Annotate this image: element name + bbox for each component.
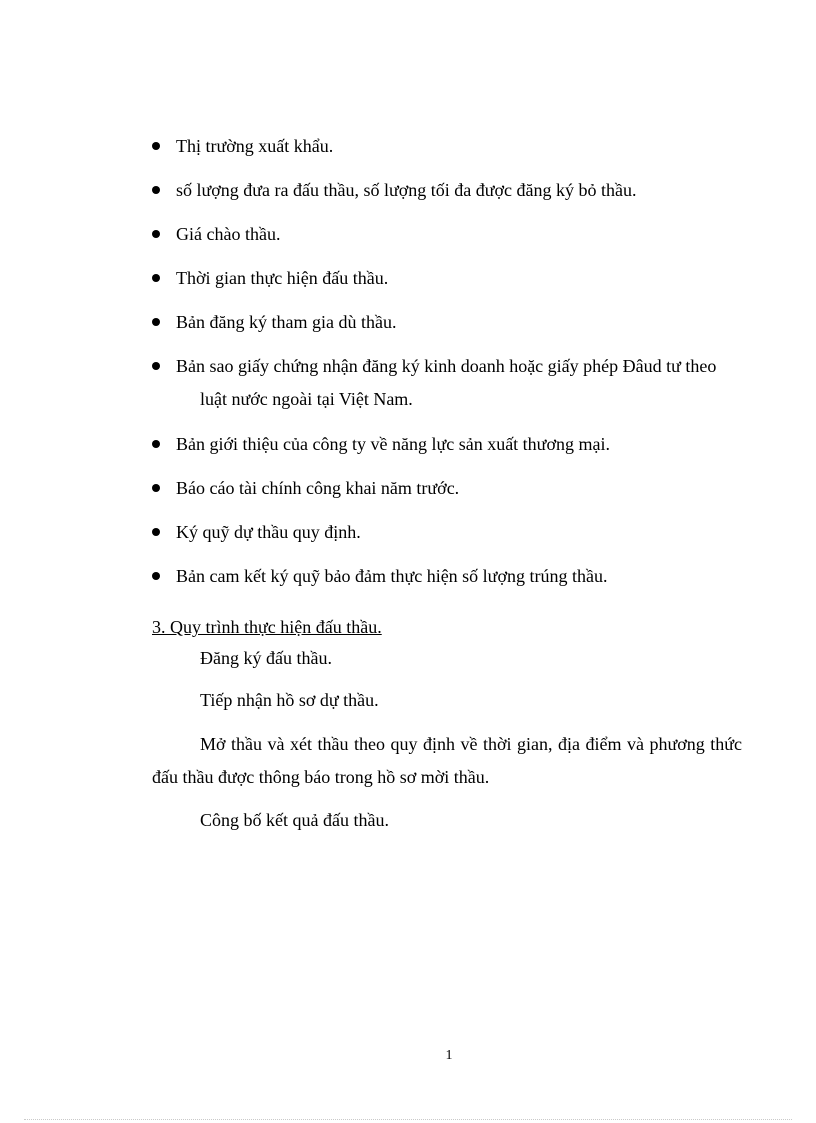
paragraph: Công bố kết quả đấu thầu. (200, 810, 389, 830)
list-item-text: Thời gian thực hiện đấu thầu. (176, 268, 389, 288)
paragraph: Tiếp nhận hồ sơ dự thầu. (200, 690, 379, 710)
section-heading: 3. Quy trình thực hiện đấu thầu. (152, 617, 382, 637)
bullet-icon (152, 274, 160, 282)
bullet-icon (152, 528, 160, 536)
page-bottom-divider (24, 1119, 792, 1120)
list-item (150, 130, 745, 163)
list-item-text: Báo cáo tài chính công khai năm trước. (176, 478, 460, 498)
bullet-icon (152, 362, 160, 370)
list-item (150, 174, 745, 207)
bullet-icon (152, 572, 160, 580)
page-number: 1 (445, 1048, 453, 1063)
bullet-icon (152, 484, 160, 492)
list-item (150, 516, 745, 549)
list-item-text: Thị trường xuất khẩu. (176, 136, 334, 156)
list-item-text (176, 350, 745, 416)
list-item-text-line: Bản sao giấy chứng nhận đăng ký kinh doanh hoặc giấy phép Đâud tư theo (176, 356, 717, 376)
list-item (150, 472, 745, 505)
list-item (150, 262, 745, 295)
list-item (150, 218, 745, 251)
paragraph: Đăng ký đấu thầu. (200, 648, 332, 668)
list-item-continuation: luật nước ngoài tại Việt Nam. (200, 389, 413, 409)
list-item-text: Bản đăng ký tham gia dù thầu. (176, 312, 397, 332)
requirements-list (150, 130, 745, 604)
list-item-text: Ký quỹ dự thầu quy định. (176, 522, 361, 542)
list-item-text: Giá chào thầu. (176, 224, 281, 244)
bullet-icon (152, 318, 160, 326)
list-item-text: số lượng đưa ra đấu thầu, số lượng tối đa được đăng ký bỏ thầu. (176, 180, 637, 200)
list-item-text: Bản giới thiệu của công ty về năng lực sản xuất thương mại. (176, 434, 610, 454)
list-item-text: Bản cam kết ký quỹ bảo đảm thực hiện số lượng trúng thầu. (176, 566, 608, 586)
bullet-icon (152, 142, 160, 150)
bullet-icon (152, 440, 160, 448)
list-item (150, 306, 745, 339)
list-item (150, 350, 745, 416)
list-item (150, 560, 745, 593)
bullet-icon (152, 186, 160, 194)
paragraph: Mở thầu và xét thầu theo quy định về thời gian, địa điểm và phương thức đấu thầu được thông báo trong hồ sơ mời thầu. (152, 734, 742, 787)
list-item (150, 428, 745, 461)
bullet-icon (152, 230, 160, 238)
